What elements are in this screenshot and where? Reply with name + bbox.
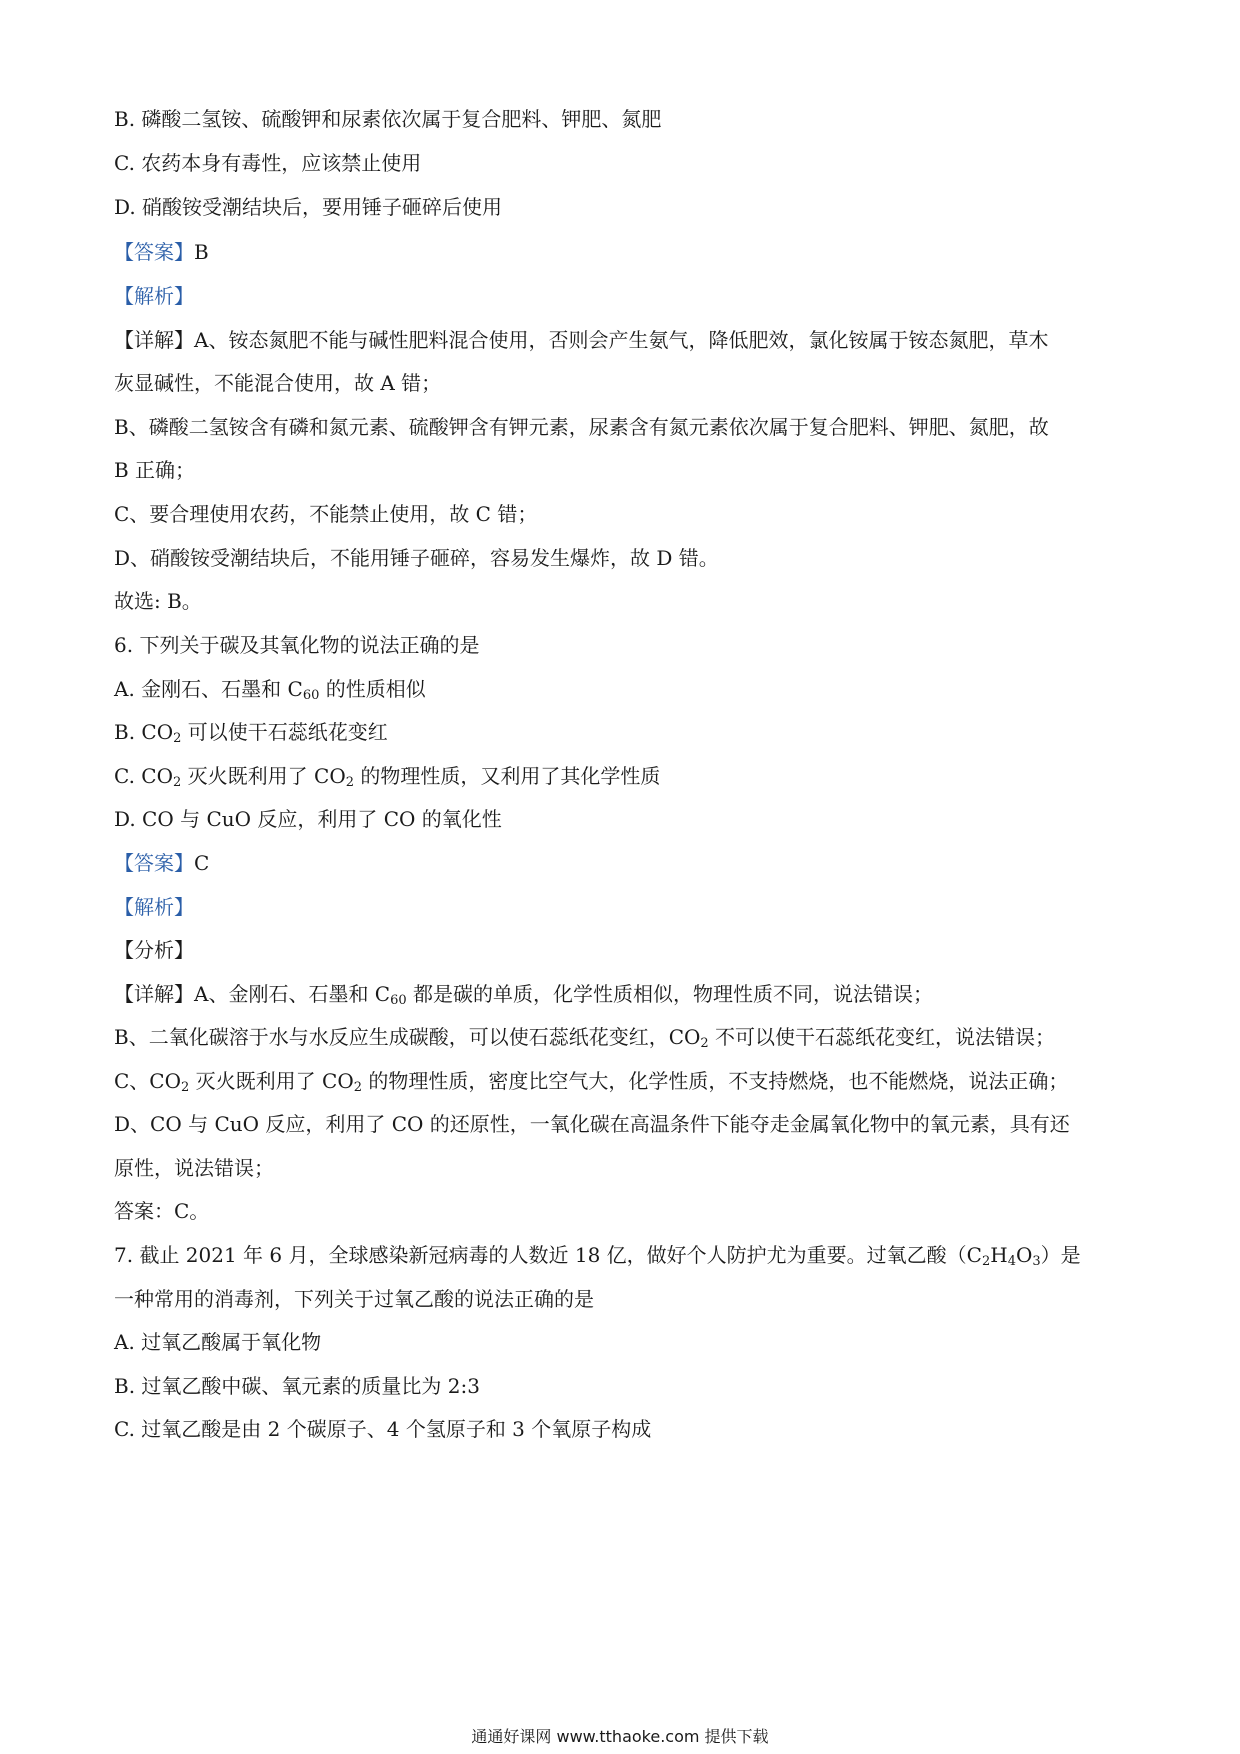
q6-option-b-pre: B. CO (114, 720, 174, 744)
q6-option-b-sub: 2 (173, 731, 182, 746)
q6-answer (114, 848, 1134, 878)
q6-option-d: D. CO 与 CuO 反应，利用了 CO 的氧化性 (114, 807, 502, 831)
page-footer: 通通好课网 www.tthaoke.com 提供下载 (471, 1727, 769, 1746)
q6-detail-b-pre: B、二氧化碳溶于水与水反应生成碳酸，可以使石蕊纸花变红，CO (114, 1025, 701, 1049)
q7-stem-1a: 7. 截止 2021 年 6 月，全球感染新冠病毒的人数近 18 亿，做好个人防护尤为重要。过氧乙酸（C (114, 1243, 982, 1267)
q6-detail-b-post: 不可以使干石蕊纸花变红，说法错误； (708, 1025, 1056, 1049)
q5-option-b: B. 磷酸二氢铵、硫酸钾和尿素依次属于复合肥料、钾肥、氮肥 (114, 107, 662, 131)
q6-detail-c-p3: 的物理性质，密度比空气大，化学性质，不支持燃烧，也不能燃烧，说法正确； (362, 1069, 1069, 1093)
q6-detail-d1: D、CO 与 CuO 反应，利用了 CO 的还原性，一氧化碳在高温条件下能夺走金属氧化物中的氧元素，具有还 (114, 1112, 1070, 1136)
q6-option-c (114, 761, 1134, 791)
q6-detail-c-s2: 2 (353, 1080, 362, 1095)
q6-detail-c-p1: C、CO (114, 1069, 182, 1093)
q7-option-a: A. 过氧乙酸属于氧化物 (114, 1330, 322, 1354)
q6-stem: 6. 下列关于碳及其氧化物的说法正确的是 (114, 633, 480, 657)
q5-detail-1b: 灰显碱性，不能混合使用，故 A 错； (114, 371, 442, 395)
q5-analysis-heading: 【解析】 (114, 284, 194, 308)
q6-detail-b (114, 1022, 1134, 1052)
q7-stem-1b: ）是 (1040, 1243, 1081, 1267)
q7-option-c: C. 过氧乙酸是由 2 个碳原子、4 个氢原子和 3 个氧原子构成 (114, 1417, 652, 1441)
q5-detail-4: D、硝酸铵受潮结块后，不能用锤子砸碎，容易发生爆炸，故 D 错。 (114, 546, 719, 570)
q5-detail-label: 【详解】 (114, 328, 194, 352)
q6-detail-c (114, 1066, 1134, 1096)
q6-option-a-sub: 60 (302, 688, 320, 703)
q7-stem-sub2: 4 (1007, 1254, 1016, 1269)
q5-detail-1a (114, 325, 1134, 355)
q6-option-a-pre: A. 金刚石、石墨和 C (114, 677, 303, 701)
q7-stem-sub1: 2 (981, 1254, 991, 1269)
q5-detail-1a-text: A、铵态氮肥不能与碱性肥料混合使用，否则会产生氨气，降低肥效，氯化铵属于铵态氮肥，草木 (194, 328, 1049, 352)
q5-option-d: D. 硝酸铵受潮结块后，要用锤子砸碎后使用 (114, 195, 503, 219)
q6-analysis-heading: 【解析】 (114, 895, 194, 919)
q5-answer-label: 【答案】 (114, 240, 194, 264)
q7-stem-h: H (990, 1243, 1008, 1267)
q6-detail-a-sub: 60 (390, 993, 407, 1008)
q5-answer-value: B (194, 240, 209, 264)
q6-option-a-post: 的性质相似 (319, 677, 426, 701)
q6-option-a (114, 674, 1134, 704)
q6-option-b-post: 可以使干石蕊纸花变红 (181, 720, 388, 744)
q6-detail-a-post: 都是碳的单质，化学性质相似，物理性质不同，说法错误； (406, 982, 934, 1006)
q6-detail-a-pre: A、金刚石、石墨和 C (194, 982, 391, 1006)
q6-analysis-label (114, 892, 1134, 922)
q6-answer-label: 【答案】 (114, 851, 194, 875)
q5-choose: 故选: B。 (114, 589, 202, 613)
q6-detail-c-s1: 2 (181, 1080, 190, 1095)
q6-detail-b-sub: 2 (700, 1036, 709, 1051)
q6-option-c-s1: 2 (173, 775, 182, 790)
q6-detail-d2: 原性，说法错误； (114, 1156, 274, 1180)
q5-option-c: C. 农药本身有毒性，应该禁止使用 (114, 151, 422, 175)
q7-stem-o: O (1015, 1243, 1033, 1267)
q7-stem-1 (114, 1240, 1134, 1270)
q5-analysis-label (114, 281, 1134, 311)
q6-answer-final: 答案：C。 (114, 1199, 210, 1223)
q6-detail-c-p2: 灭火既利用了 CO (189, 1069, 354, 1093)
q6-option-c-s2: 2 (345, 775, 354, 790)
q7-stem-sub3: 3 (1032, 1254, 1041, 1269)
q6-option-c-p3: 的物理性质，又利用了其化学性质 (354, 764, 661, 788)
q6-answer-value: C (194, 851, 210, 875)
q5-detail-2a: B、磷酸二氢铵含有磷和氮元素、硫酸钾含有钾元素，尿素含有氮元素依次属于复合肥料、钾肥、氮肥，故 (114, 415, 1049, 439)
q6-fenxi-label: 【分析】 (114, 938, 194, 962)
q7-option-b: B. 过氧乙酸中碳、氧元素的质量比为 2:3 (114, 1374, 480, 1398)
q6-option-c-p1: C. CO (114, 764, 174, 788)
q5-answer (114, 237, 1134, 267)
q6-detail-label: 【详解】 (114, 982, 194, 1006)
q6-option-c-p2: 灭火既利用了 CO (181, 764, 346, 788)
q7-stem-2: 一种常用的消毒剂，下列关于过氧乙酸的说法正确的是 (114, 1287, 594, 1311)
q6-option-b (114, 717, 1134, 747)
q5-detail-3: C、要合理使用农药，不能禁止使用，故 C 错； (114, 502, 538, 526)
q5-detail-2b: B 正确； (114, 458, 196, 482)
q6-detail-a (114, 979, 1134, 1009)
